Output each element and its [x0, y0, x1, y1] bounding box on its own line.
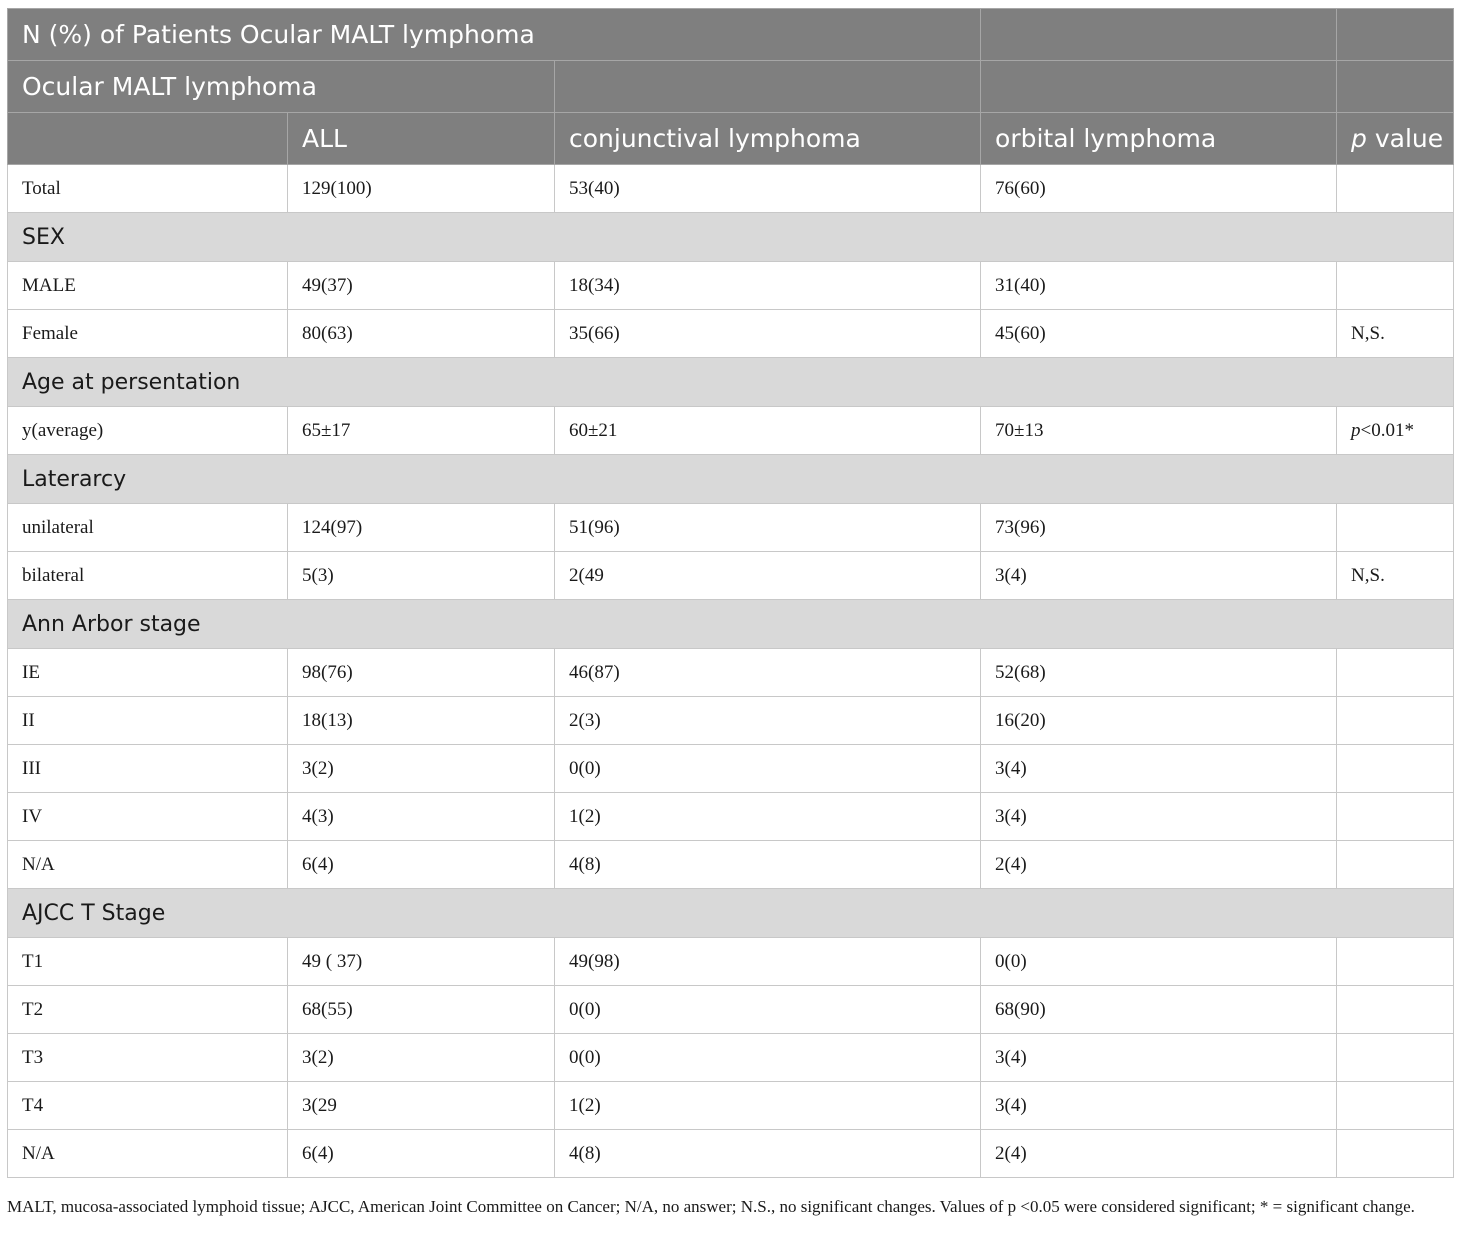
p-value-cell — [1337, 841, 1454, 889]
section-label: SEX — [8, 213, 1454, 262]
conjunctival-cell: 49(98) — [555, 938, 981, 986]
orbital-cell: 3(4) — [981, 552, 1337, 600]
all-cell: 129(100) — [288, 165, 555, 213]
row-label-cell: T1 — [8, 938, 288, 986]
table-row — [8, 1130, 1454, 1178]
table-row — [8, 552, 1454, 600]
orbital-cell: 3(4) — [981, 745, 1337, 793]
conjunctival-cell: 0(0) — [555, 1034, 981, 1082]
row-label-cell: IE — [8, 649, 288, 697]
all-cell: 68(55) — [288, 986, 555, 1034]
orbital-cell: 68(90) — [981, 986, 1337, 1034]
table-row — [8, 697, 1454, 745]
table-row — [8, 407, 1454, 455]
column-header-label — [8, 113, 288, 165]
p-value-cell — [1337, 793, 1454, 841]
p-value-cell — [1337, 697, 1454, 745]
column-header-row — [8, 113, 1454, 165]
table-row — [8, 310, 1454, 358]
column-header-conjunctival: conjunctival lymphoma — [555, 113, 981, 165]
all-cell: 3(29 — [288, 1082, 555, 1130]
conjunctival-cell: 53(40) — [555, 165, 981, 213]
table-row — [8, 745, 1454, 793]
table-row — [8, 504, 1454, 552]
p-value-cell — [1337, 504, 1454, 552]
conjunctival-cell: 4(8) — [555, 1130, 981, 1178]
table-title: N (%) of Patients Ocular MALT lymphoma — [8, 9, 981, 61]
table-row — [8, 1034, 1454, 1082]
p-value-cell — [1337, 262, 1454, 310]
orbital-cell: 52(68) — [981, 649, 1337, 697]
p-value-cell — [1337, 407, 1454, 455]
row-label-cell: III — [8, 745, 288, 793]
all-cell: 6(4) — [288, 1130, 555, 1178]
header-empty-cell — [1337, 61, 1454, 113]
conjunctival-cell: 0(0) — [555, 986, 981, 1034]
row-label-cell: bilateral — [8, 552, 288, 600]
conjunctival-cell: 46(87) — [555, 649, 981, 697]
section-row — [8, 600, 1454, 649]
orbital-cell: 16(20) — [981, 697, 1337, 745]
section-label: AJCC T Stage — [8, 889, 1454, 938]
header-empty-cell — [981, 9, 1337, 61]
ocular-malt-table — [7, 8, 1454, 1178]
p-italic: p — [1351, 124, 1367, 153]
row-label-cell: unilateral — [8, 504, 288, 552]
table-title-row — [8, 9, 1454, 61]
p-value-cell — [1337, 1130, 1454, 1178]
section-row — [8, 213, 1454, 262]
orbital-cell: 3(4) — [981, 1034, 1337, 1082]
conjunctival-cell: 35(66) — [555, 310, 981, 358]
conjunctival-cell: 1(2) — [555, 1082, 981, 1130]
orbital-cell: 31(40) — [981, 262, 1337, 310]
p-symbol: p — [1351, 419, 1361, 441]
column-header-p-value — [1337, 113, 1454, 165]
section-label: Ann Arbor stage — [8, 600, 1454, 649]
header-empty-cell — [555, 61, 981, 113]
orbital-cell: 0(0) — [981, 938, 1337, 986]
all-cell: 6(4) — [288, 841, 555, 889]
orbital-cell: 3(4) — [981, 793, 1337, 841]
row-label-cell: Female — [8, 310, 288, 358]
all-cell: 18(13) — [288, 697, 555, 745]
section-row — [8, 889, 1454, 938]
table-subtitle: Ocular MALT lymphoma — [8, 61, 555, 113]
table-row — [8, 1082, 1454, 1130]
row-label-cell: T4 — [8, 1082, 288, 1130]
orbital-cell: 73(96) — [981, 504, 1337, 552]
p-value-cell — [1337, 745, 1454, 793]
conjunctival-cell: 4(8) — [555, 841, 981, 889]
section-row — [8, 358, 1454, 407]
orbital-cell: 70±13 — [981, 407, 1337, 455]
p-value-cell — [1337, 1082, 1454, 1130]
p-value-cell — [1337, 1034, 1454, 1082]
orbital-cell: 2(4) — [981, 841, 1337, 889]
table-row — [8, 793, 1454, 841]
table-row — [8, 165, 1454, 213]
table-footnote: MALT, mucosa-associated lymphoid tissue; AJCC, American Joint Committee on Cancer; N/A, no answer; N.S., no significant changes. Values of p <0.05 were considered significant; * = significant change. — [7, 1197, 1415, 1216]
table-row — [8, 841, 1454, 889]
all-cell: 65±17 — [288, 407, 555, 455]
row-label-cell: IV — [8, 793, 288, 841]
p-value-cell — [1337, 938, 1454, 986]
row-label-cell: MALE — [8, 262, 288, 310]
all-cell: 4(3) — [288, 793, 555, 841]
all-cell: 124(97) — [288, 504, 555, 552]
row-label-cell: Total — [8, 165, 288, 213]
orbital-cell: 45(60) — [981, 310, 1337, 358]
p-value-cell: N,S. — [1337, 310, 1454, 358]
section-label: Age at persentation — [8, 358, 1454, 407]
all-cell: 80(63) — [288, 310, 555, 358]
conjunctival-cell: 18(34) — [555, 262, 981, 310]
orbital-cell: 76(60) — [981, 165, 1337, 213]
table-subtitle-row — [8, 61, 1454, 113]
section-row — [8, 455, 1454, 504]
row-label-cell: T2 — [8, 986, 288, 1034]
table-row — [8, 986, 1454, 1034]
table-row — [8, 938, 1454, 986]
p-value-cell: N,S. — [1337, 552, 1454, 600]
column-header-orbital: orbital lymphoma — [981, 113, 1337, 165]
all-cell: 49 ( 37) — [288, 938, 555, 986]
row-label-cell: N/A — [8, 841, 288, 889]
p-value-text: <0.01* — [1360, 419, 1414, 441]
header-empty-cell — [981, 61, 1337, 113]
all-cell: 3(2) — [288, 1034, 555, 1082]
table-row — [8, 262, 1454, 310]
conjunctival-cell: 51(96) — [555, 504, 981, 552]
section-label: Laterarcy — [8, 455, 1454, 504]
row-label-cell: y(average) — [8, 407, 288, 455]
conjunctival-cell: 2(49 — [555, 552, 981, 600]
row-label-cell: N/A — [8, 1130, 288, 1178]
all-cell: 5(3) — [288, 552, 555, 600]
row-label-cell: II — [8, 697, 288, 745]
orbital-cell: 3(4) — [981, 1082, 1337, 1130]
p-value-cell — [1337, 165, 1454, 213]
orbital-cell: 2(4) — [981, 1130, 1337, 1178]
p-value-cell — [1337, 649, 1454, 697]
column-header-all: ALL — [288, 113, 555, 165]
p-value-rest: value — [1366, 124, 1444, 153]
header-empty-cell — [1337, 9, 1454, 61]
conjunctival-cell: 1(2) — [555, 793, 981, 841]
row-label-cell: T3 — [8, 1034, 288, 1082]
all-cell: 98(76) — [288, 649, 555, 697]
conjunctival-cell: 60±21 — [555, 407, 981, 455]
all-cell: 3(2) — [288, 745, 555, 793]
table-row — [8, 649, 1454, 697]
conjunctival-cell: 2(3) — [555, 697, 981, 745]
conjunctival-cell: 0(0) — [555, 745, 981, 793]
p-value-cell — [1337, 986, 1454, 1034]
all-cell: 49(37) — [288, 262, 555, 310]
